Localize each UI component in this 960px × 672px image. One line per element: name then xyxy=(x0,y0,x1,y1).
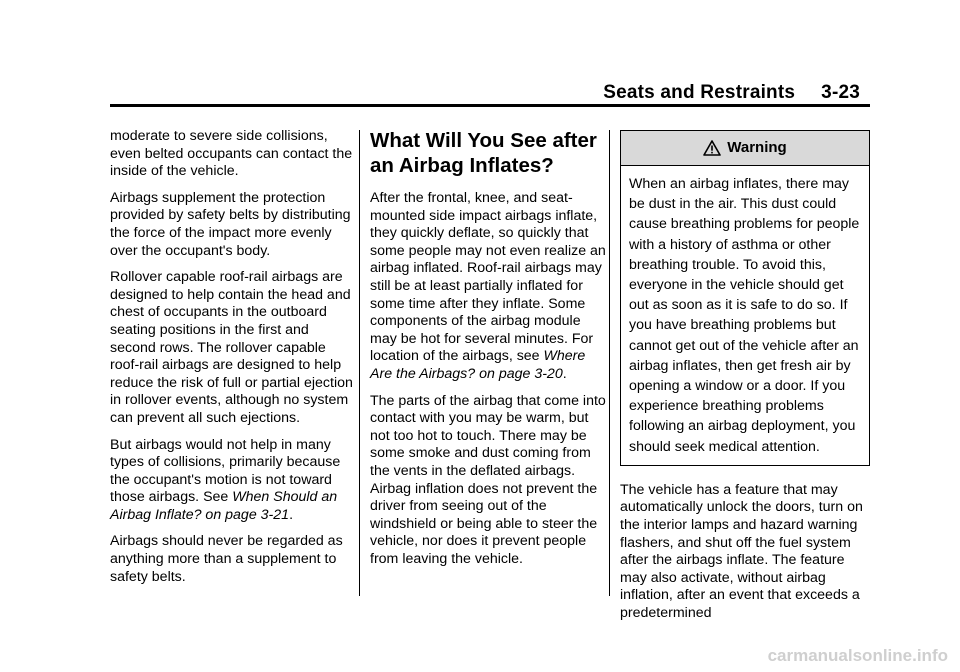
running-header xyxy=(603,82,860,104)
warning-title: Warning xyxy=(727,139,787,157)
header-rule xyxy=(110,104,870,107)
cross-reference-link[interactable]: When Should an Airbag Inflate? on page 3-21 xyxy=(110,489,338,523)
paragraph: The parts of the airbag that come into contact with you may be warm, but not too hot to touch. There may be some smoke and dust coming from the vents in the deflated airbags. Airbag inflation does not prevent the driver from seeing out of the windshield or being able to steer the vehicle, nor does it prevent people from leaving the vehicle. xyxy=(370,392,606,567)
paragraph-text: After the frontal, knee, and seat-mounted side impact airbags inflate, they quickly deflate, so quickly that some people may not even realize an airbag inflated. Roof-rail airbags may still be at least partially inflated for some time after they inflate. Some components of the airbag module may be hot for several minutes. For location of the airbags, see xyxy=(370,190,606,365)
section-heading: What Will You See after an Airbag Inflates? xyxy=(370,129,597,177)
paragraph xyxy=(110,437,356,525)
warning-box xyxy=(620,130,870,466)
paragraph: The vehicle has a feature that may automatically unlock the doors, turn on the interior lamps and hazard warning flashers, and shut off the fuel system after the airbags inflate. The feature may also activate, without airbag inflation, after an event that exceeds a predetermined xyxy=(620,481,863,621)
warning-triangle-icon xyxy=(703,140,721,156)
cross-reference-link[interactable]: Where Are the Airbags? on page 3-20 xyxy=(370,348,586,382)
column-divider-1 xyxy=(359,130,360,596)
column-2 xyxy=(370,128,610,577)
section-title: Seats and Restraints xyxy=(603,82,796,103)
paragraph: Airbags supplement the protection provided by safety belts by distributing the force of the impact more evenly over the occupant's body. xyxy=(110,189,351,259)
paragraph xyxy=(370,190,610,384)
column-3 xyxy=(620,128,870,632)
watermark: carmanualsonline.info xyxy=(767,646,948,665)
paragraph: Airbags should never be regarded as anything more than a supplement to safety belts. xyxy=(110,533,343,585)
warning-header xyxy=(621,131,869,166)
paragraph-end: . xyxy=(562,365,567,382)
page-number: 3-23 xyxy=(821,82,860,103)
paragraph: moderate to severe side collisions, even belted occupants can contact the inside of the vehicle. xyxy=(110,128,353,180)
paragraph: Rollover capable roof-rail airbags are designed to help contain the head and chest of occupants in the outboard seating positions in the first and second rows. The rollover capable roof-rail airbags are designed to help reduce the risk of full or partial ejection in rollover events, although no system can prevent all such ejections. xyxy=(110,269,353,426)
paragraph-text: But airbags would not help in many types of collisions, primarily because the occupant's motion is not toward those airbags. See xyxy=(110,436,341,506)
column-1 xyxy=(110,128,356,595)
paragraph-end: . xyxy=(289,506,294,523)
warning-body: When an airbag inflates, there may be dust in the air. This dust could cause breathing problems for people with a history of asthma or other breathing trouble. To avoid this, everyone in the vehicle should get out as soon as it is safe to do so. If you have breathing problems but cannot get out of the vehicle after an airbag inflates, then get fresh air by opening a window or a door. If you experience breathing problems following an airbag deployment, you should seek medical attention. xyxy=(629,176,860,455)
